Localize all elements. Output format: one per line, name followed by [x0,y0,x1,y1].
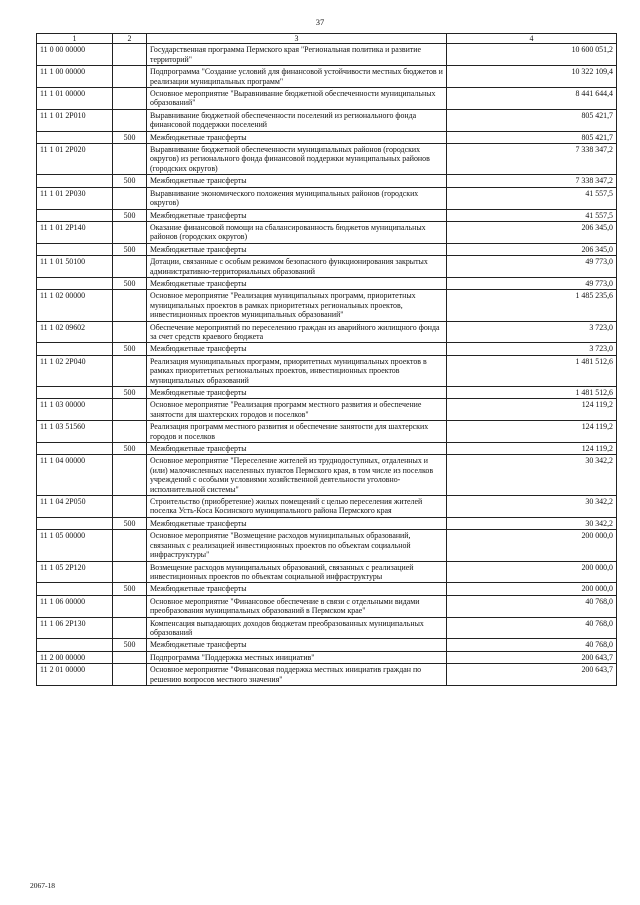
table-row [37,256,617,278]
table-row [37,399,617,421]
table-row [37,651,617,663]
cell-expense-type: 500 [113,243,147,255]
cell-expense-type [113,321,147,343]
cell-code: 11 1 05 00000 [37,530,113,561]
cell-expense-type: 500 [113,175,147,187]
cell-expense-type [113,530,147,561]
cell-amount: 1 485 235,6 [447,290,617,321]
cell-code: 11 1 01 2Р020 [37,144,113,175]
table-body [37,44,617,686]
cell-expense-type: 500 [113,583,147,595]
cell-name: Возмещение расходов муниципальных образований, связанных с реализацией инвестиционных проектов по объектам социальной инфраструктуры [147,561,447,583]
table-row [37,290,617,321]
cell-amount: 200 000,0 [447,530,617,561]
cell-name: Основное мероприятие "Возмещение расходов муниципальных образований, связанных с реализацией инвестиционных проектов по объектам социальной инфраструктуры" [147,530,447,561]
cell-name: Межбюджетные трансферты [147,443,447,455]
cell-code [37,209,113,221]
table-row [37,109,617,131]
cell-name: Выравнивание бюджетной обеспеченности муниципальных районов (городских округов) из регионального фонда финансовой поддержки муниципальных районов (городских округов) [147,144,447,175]
table-row [37,561,617,583]
cell-expense-type [113,651,147,663]
cell-amount: 200 000,0 [447,561,617,583]
cell-code: 11 1 01 00000 [37,88,113,110]
cell-expense-type: 500 [113,131,147,143]
table-row [37,88,617,110]
cell-amount: 8 441 644,4 [447,88,617,110]
table-row [37,221,617,243]
cell-expense-type [113,221,147,243]
cell-amount: 40 768,0 [447,595,617,617]
cell-expense-type [113,421,147,443]
cell-code: 11 1 03 51560 [37,421,113,443]
cell-amount: 40 768,0 [447,639,617,651]
cell-code: 11 1 01 2Р030 [37,187,113,209]
cell-amount: 41 557,5 [447,187,617,209]
cell-amount: 30 342,2 [447,517,617,529]
cell-amount: 41 557,5 [447,209,617,221]
cell-name: Основное мероприятие "Реализация муниципальных программ, приоритетных муниципальных проектов в рамках приоритетных региональных проектов, инвестиционных проектов муниципальных образований" [147,290,447,321]
table-row [37,387,617,399]
cell-amount: 7 338 347,2 [447,175,617,187]
cell-expense-type [113,561,147,583]
cell-expense-type [113,455,147,496]
cell-code: 11 0 00 00000 [37,44,113,66]
cell-expense-type [113,187,147,209]
cell-name: Государственная программа Пермского края "Региональная политика и развитие территорий" [147,44,447,66]
table-header-row [37,34,617,44]
cell-code: 11 1 06 00000 [37,595,113,617]
table-row [37,175,617,187]
cell-expense-type [113,66,147,88]
cell-amount: 1 481 512,6 [447,387,617,399]
table-row [37,44,617,66]
table-row [37,583,617,595]
cell-expense-type: 500 [113,277,147,289]
cell-amount: 49 773,0 [447,277,617,289]
cell-amount: 200 643,7 [447,664,617,686]
cell-code: 11 1 05 2Р120 [37,561,113,583]
cell-name: Выравнивание бюджетной обеспеченности поселений из регионального фонда финансовой поддержки поселений [147,109,447,131]
cell-amount: 3 723,0 [447,343,617,355]
table-row [37,66,617,88]
cell-name: Строительство (приобретение) жилых помещений с целью переселения жителей поселка Усть-Коса Косинского муниципального района Пермского края [147,496,447,518]
table-row [37,421,617,443]
cell-code: 11 2 00 00000 [37,651,113,663]
cell-code: 11 1 01 50100 [37,256,113,278]
cell-name: Реализация программ местного развития и обеспечение занятости для шахтерских городов и поселков [147,421,447,443]
cell-amount: 49 773,0 [447,256,617,278]
table-row [37,243,617,255]
column-header-3: 3 [147,34,447,44]
cell-expense-type: 500 [113,517,147,529]
column-header-1: 1 [37,34,113,44]
cell-name: Межбюджетные трансферты [147,343,447,355]
cell-name: Основное мероприятие "Реализация программ местного развития и обеспечение занятости для шахтерских городов и поселков" [147,399,447,421]
cell-code [37,175,113,187]
table-row [37,639,617,651]
table-row [37,131,617,143]
cell-amount: 124 119,2 [447,443,617,455]
cell-expense-type [113,496,147,518]
cell-amount: 206 345,0 [447,243,617,255]
budget-table [36,33,617,686]
cell-expense-type [113,256,147,278]
table-row [37,343,617,355]
cell-name: Межбюджетные трансферты [147,277,447,289]
cell-name: Обеспечение мероприятий по переселению граждан из аварийного жилищного фонда за счет средств краевого бюджета [147,321,447,343]
page-number: 37 [315,17,325,27]
cell-expense-type: 500 [113,387,147,399]
cell-code: 11 1 02 09602 [37,321,113,343]
cell-amount: 10 322 109,4 [447,66,617,88]
cell-name: Дотации, связанные с особым режимом безопасного функционирования закрытых административно-территориальных образований [147,256,447,278]
cell-amount: 10 600 051,2 [447,44,617,66]
cell-expense-type [113,88,147,110]
cell-expense-type [113,290,147,321]
cell-name: Межбюджетные трансферты [147,639,447,651]
cell-code [37,443,113,455]
cell-amount: 30 342,2 [447,496,617,518]
cell-code: 11 1 04 2Р050 [37,496,113,518]
cell-amount: 30 342,2 [447,455,617,496]
cell-name: Межбюджетные трансферты [147,175,447,187]
cell-code [37,131,113,143]
table-row [37,530,617,561]
table-row [37,517,617,529]
cell-name: Компенсация выпадающих доходов бюджетам преобразованных муниципальных образований [147,617,447,639]
table-row [37,496,617,518]
cell-expense-type [113,399,147,421]
cell-amount: 206 345,0 [447,221,617,243]
cell-expense-type: 500 [113,443,147,455]
cell-amount: 200 000,0 [447,583,617,595]
cell-amount: 40 768,0 [447,617,617,639]
cell-name: Оказание финансовой помощи на сбалансированность бюджетов муниципальных районов (городских округов) [147,221,447,243]
cell-code: 11 1 02 00000 [37,290,113,321]
cell-code: 11 1 02 2Р040 [37,355,113,386]
cell-expense-type [113,109,147,131]
table-row [37,443,617,455]
cell-expense-type [113,595,147,617]
cell-amount: 7 338 347,2 [447,144,617,175]
cell-amount: 124 119,2 [447,399,617,421]
cell-name: Основное мероприятие "Выравнивание бюджетной обеспеченности муниципальных образований" [147,88,447,110]
table-row [37,355,617,386]
cell-name: Основное мероприятие "Финансовая поддержка местных инициатив граждан по решению вопросов местного значения" [147,664,447,686]
table-row [37,595,617,617]
cell-code [37,387,113,399]
cell-amount: 200 643,7 [447,651,617,663]
cell-expense-type [113,355,147,386]
cell-amount: 805 421,7 [447,109,617,131]
column-header-2: 2 [113,34,147,44]
cell-name: Межбюджетные трансферты [147,243,447,255]
cell-code [37,517,113,529]
cell-name: Выравнивание экономического положения муниципальных районов (городских округов) [147,187,447,209]
cell-code: 11 1 01 2Р010 [37,109,113,131]
cell-expense-type: 500 [113,639,147,651]
cell-name: Подпрограмма "Поддержка местных инициатив" [147,651,447,663]
table-row [37,209,617,221]
column-header-4: 4 [447,34,617,44]
cell-code: 11 1 01 2Р140 [37,221,113,243]
cell-code: 11 1 00 00000 [37,66,113,88]
cell-amount: 1 481 512,6 [447,355,617,386]
cell-name: Реализация муниципальных программ, приоритетных муниципальных проектов в рамках приоритетных региональных проектов, инвестиционных проектов муниципальных образований [147,355,447,386]
cell-name: Межбюджетные трансферты [147,583,447,595]
cell-expense-type [113,44,147,66]
cell-expense-type: 500 [113,209,147,221]
cell-name: Межбюджетные трансферты [147,131,447,143]
cell-code [37,277,113,289]
cell-code: 11 2 01 00000 [37,664,113,686]
cell-code: 11 1 06 2Р130 [37,617,113,639]
cell-code: 11 1 03 00000 [37,399,113,421]
footer-code: 2067-18 [30,881,55,890]
cell-name: Межбюджетные трансферты [147,209,447,221]
table-row [37,187,617,209]
cell-code [37,639,113,651]
table-row [37,321,617,343]
cell-amount: 805 421,7 [447,131,617,143]
table-row [37,455,617,496]
cell-expense-type [113,664,147,686]
table-row [37,144,617,175]
cell-name: Основное мероприятие "Финансовое обеспечение в связи с отдельными видами преобразования муниципальных образований в Пермском крае" [147,595,447,617]
cell-code [37,343,113,355]
cell-name: Подпрограмма "Создание условий для финансовой устойчивости местных бюджетов и реализации муниципальных программ" [147,66,447,88]
cell-name: Основное мероприятие "Переселение жителей из труднодоступных, отдаленных и (или) малочисленных населенных пунктов Пермского края, в том числе из поселков учреждений с особыми условиями хозяйственной деятельности уголовно-исполнительной системы" [147,455,447,496]
table-row [37,277,617,289]
table-row [37,617,617,639]
cell-amount: 3 723,0 [447,321,617,343]
cell-amount: 124 119,2 [447,421,617,443]
table-row [37,664,617,686]
cell-expense-type [113,617,147,639]
cell-name: Межбюджетные трансферты [147,517,447,529]
cell-code [37,243,113,255]
cell-code: 11 1 04 00000 [37,455,113,496]
cell-code [37,583,113,595]
cell-expense-type: 500 [113,343,147,355]
cell-name: Межбюджетные трансферты [147,387,447,399]
cell-expense-type [113,144,147,175]
